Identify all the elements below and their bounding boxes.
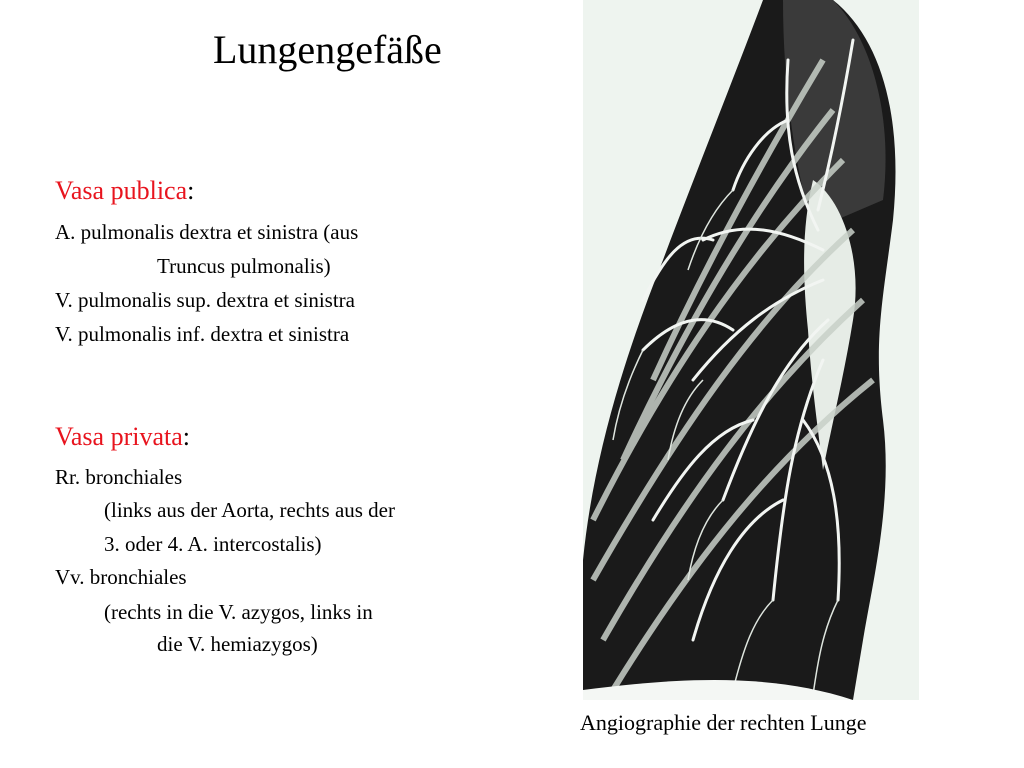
vasa-publica-heading xyxy=(55,175,194,207)
lung-angiography-image xyxy=(583,0,919,700)
privata-line-1: Rr. bronchiales xyxy=(55,465,183,489)
privata-line-3: 3. oder 4. A. intercostalis) xyxy=(104,532,322,556)
page-title: Lungengefäße xyxy=(213,27,442,72)
publica-line-4: V. pulmonalis inf. dextra et sinistra xyxy=(55,322,350,346)
privata-line-6: die V. hemiazygos) xyxy=(157,632,318,656)
image-caption: Angiographie der rechten Lunge xyxy=(580,710,867,735)
vasa-publica-heading-text: Vasa publica xyxy=(55,176,188,205)
publica-line-3: V. pulmonalis sup. dextra et sinistra xyxy=(55,288,355,312)
privata-line-2: (links aus der Aorta, rechts aus der xyxy=(104,498,395,522)
privata-line-5: (rechts in die V. azygos, links in xyxy=(104,600,373,624)
vasa-privata-heading xyxy=(55,421,190,453)
publica-line-2: Truncus pulmonalis) xyxy=(157,254,331,278)
publica-line-1: A. pulmonalis dextra et sinistra (aus xyxy=(55,220,359,244)
vasa-privata-colon: : xyxy=(182,422,191,451)
vasa-privata-heading-text: Vasa privata xyxy=(55,422,183,451)
vasa-publica-colon: : xyxy=(187,176,195,205)
privata-line-4: Vv. bronchiales xyxy=(55,565,187,589)
